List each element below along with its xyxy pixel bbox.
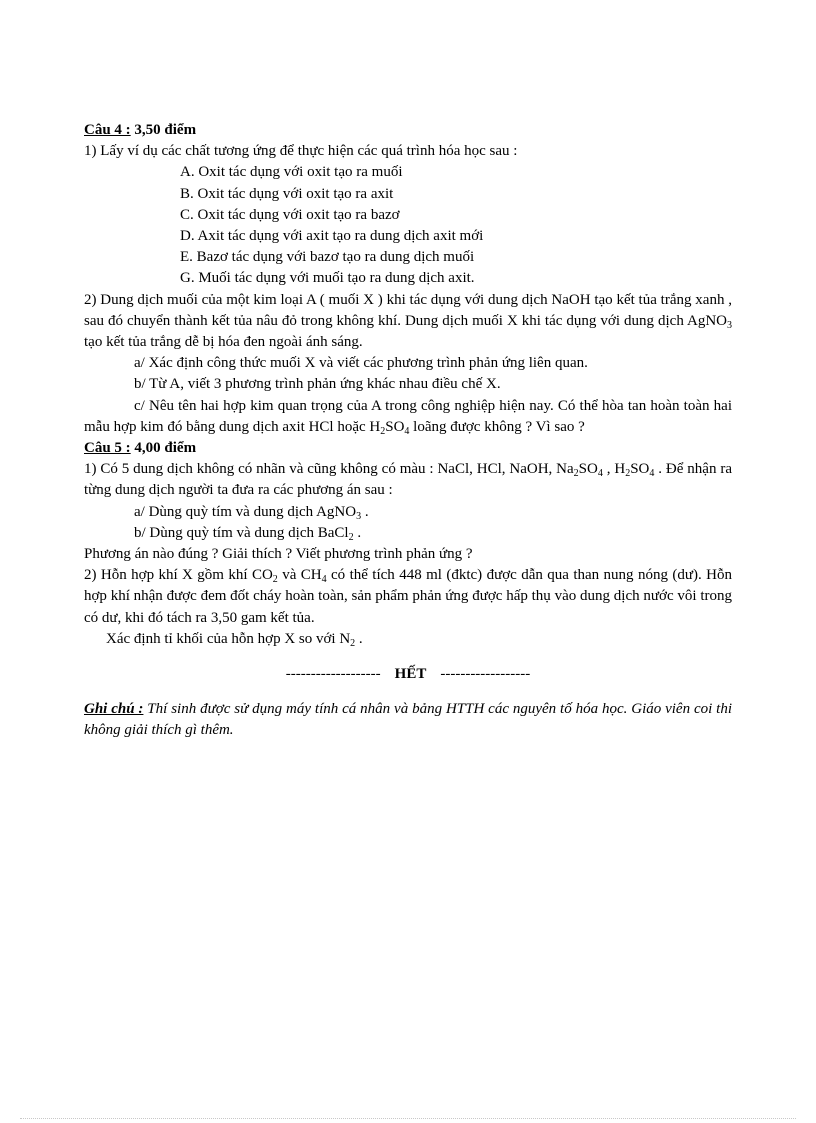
q4-item-a: A. Oxit tác dụng với oxit tạo ra muối [180, 164, 403, 181]
question-4-heading [84, 120, 732, 141]
q5-part1-paragraph [84, 459, 732, 501]
q5-option-b-text: b/ Dùng quỳ tím và dung dịch BaCl [134, 524, 349, 541]
page-footer-rule [20, 1118, 796, 1119]
end-dashes-right: ------------------ [440, 666, 531, 683]
q5-option-a [84, 502, 732, 523]
subscript: 3 [356, 510, 362, 522]
question-5-points: 4,00 điểm [130, 440, 197, 457]
q4-item-b: B. Oxit tác dụng với oxit tạo ra axit [180, 185, 394, 202]
q5-part2-text: 2) Hỗn hợp khí X gồm khí CO [84, 567, 273, 584]
subscript: 2 [380, 425, 386, 437]
subscript: 4 [321, 574, 327, 586]
subscript: 2 [573, 468, 579, 480]
note-text: Thí sinh được sử dụng máy tính cá nhân và bảng HTTH các nguyên tố hóa học. Giáo viên coi thi không giải thích gì thêm. [84, 701, 733, 739]
q5-part1-text: . Để nhận ra từng dung dịch người ta đưa ra các phương án sau : [84, 461, 732, 499]
q4-item-g: G. Muối tác dụng với muối tạo ra dung dịch axit. [180, 270, 475, 287]
subscript: 2 [625, 468, 631, 480]
q4-part2-c-text: SO [385, 418, 405, 435]
q4-part2-a: a/ Xác định công thức muối X và viết các phương trình phản ứng liên quan. [134, 355, 588, 372]
q4-part1-list [84, 162, 732, 289]
question-4-label: Câu 4 : [84, 122, 131, 138]
q5-option-b-end: . [353, 524, 362, 541]
q5-part2-final-end: . [355, 630, 363, 647]
exam-note [84, 699, 732, 741]
q4-item-c: C. Oxit tác dụng với oxit tạo ra bazơ [180, 206, 400, 223]
end-marker [84, 664, 732, 685]
q4-part2-text: tạo kết tủa trắng dễ bị hóa đen ngoài ánh sáng. [84, 334, 363, 351]
q5-part2-final [84, 629, 732, 650]
note-label: Ghi chú : [84, 701, 144, 718]
q4-part1-intro: 1) Lấy ví dụ các chất tương ứng để thực hiện các quá trình hóa học sau : [84, 143, 518, 160]
subscript: 2 [272, 574, 278, 586]
exam-page [84, 120, 732, 741]
q5-option-b [84, 523, 732, 544]
q5-part2-text: có thể tích 448 ml (đktc) được dẫn qua than nung nóng (dư). Hỗn hợp khí nhận được đem đốt cháy hoàn toàn, sản phẩm phản ứng được hấp thụ vào dung dịch nước vôi trong có dư, khi đó tách ra 3,50 gam kết tủa. [84, 567, 732, 626]
q5-option-a-end: . [361, 503, 369, 520]
q5-part1-text: SO [630, 461, 650, 478]
q5-part2-paragraph [84, 565, 732, 629]
q4-part2-c [84, 396, 732, 438]
end-word: HẾT [394, 666, 427, 683]
q4-item-d: D. Axit tác dụng với axit tạo ra dung dịch axit mới [180, 228, 484, 245]
q4-part2-text: 2) Dung dịch muối của một kim loại A ( muối X ) khi tác dụng với dung dịch NaOH tạo kết tủa trắng xanh , sau đó chuyển thành kết tủa nâu đỏ trong không khí. Dung dịch muối X khi tác dụng với dung dịch AgNO [84, 291, 732, 329]
q5-part1-text: 1) Có 5 dung dịch không có nhãn và cũng không có màu : NaCl, HCl, NaOH, Na [84, 461, 574, 478]
subscript: 4 [404, 425, 410, 437]
question-5-label: Câu 5 : [84, 440, 131, 457]
q5-part1-question: Phương án nào đúng ? Giải thích ? Viết phương trình phản ứng ? [84, 546, 473, 563]
subscript: 3 [727, 319, 732, 331]
subscript: 4 [597, 468, 603, 480]
q4-item-e: E. Bazơ tác dụng với bazơ tạo ra dung dịch muối [180, 249, 475, 266]
subscript: 2 [350, 637, 356, 649]
q4-part2-b: b/ Từ A, viết 3 phương trình phản ứng khác nhau điều chế X. [134, 376, 501, 393]
q4-part2-c-text: c/ Nêu tên hai hợp kim quan trọng của A trong công nghiệp hiện nay. Có thể hòa tan hoàn toàn hai mẫu hợp kim đó bằng dung dịch axit HCl hoặc H [84, 397, 732, 435]
q4-part2-c-text: loãng được không ? Vì sao ? [409, 418, 585, 435]
q4-part2-paragraph [84, 290, 732, 354]
q5-part2-final-text: Xác định tỉ khối của hỗn hợp X so với N [106, 630, 351, 647]
question-4-points: 3,50 điểm [130, 122, 197, 138]
subscript: 4 [649, 468, 655, 480]
q5-part1-text: , H [602, 461, 626, 478]
q5-option-a-text: a/ Dùng quỳ tím và dung dịch AgNO [134, 503, 357, 520]
q5-part1-text: SO [578, 461, 598, 478]
question-5-heading [84, 438, 732, 459]
subscript: 2 [348, 531, 354, 543]
q5-part2-text: và CH [277, 567, 322, 584]
end-dashes-left: ------------------- [285, 666, 381, 683]
